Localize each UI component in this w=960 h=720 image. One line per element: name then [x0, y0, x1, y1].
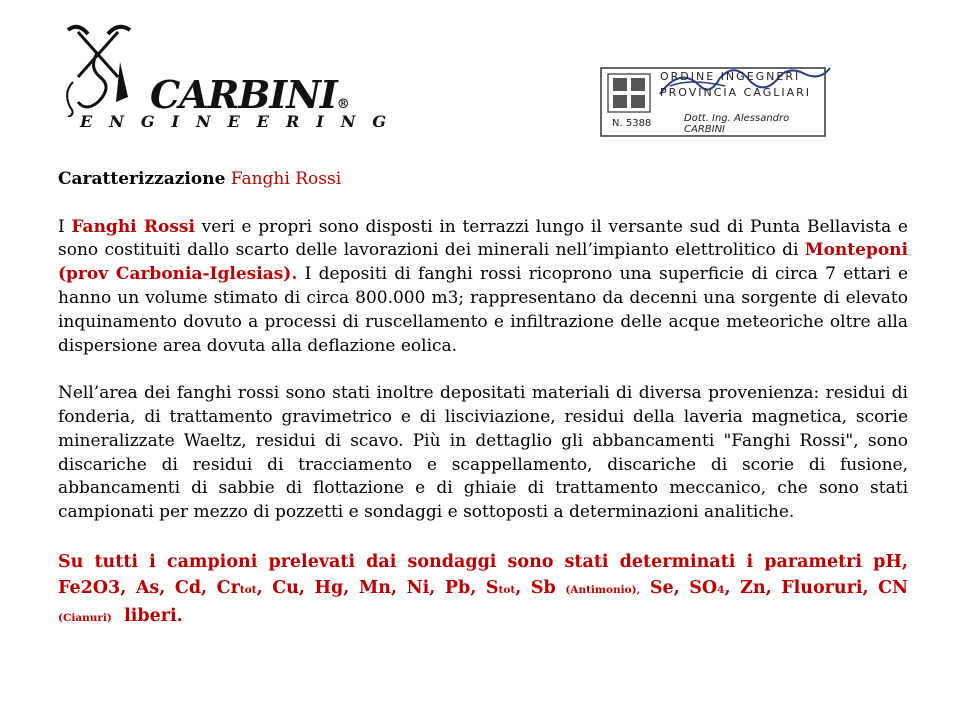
logo-wordmark: CARBINI® [150, 72, 349, 117]
paragraph-1: I Fanghi Rossi veri e propri sono disposti in terrazzi lungo il versante sud di Punta Bellavista e sono costituiti dallo scarto delle lavorazioni dei minerali nell’impianto elettrolitico di Monteponi (prov Carbonia-Iglesias). I depositi di fanghi rossi ricoprono una superficie di circa 7 ettari e hanno un volume stimato di circa 800.000 m3; rappresentano da decenni una sorgente di elevato inquinamento dovuto a processi di ruscellamento e infiltrazione delle acque meteoriche oltre alla dispersione area dovuta alla deflazione eolica. [58, 216, 909, 356]
paragraph-2: Nell’area dei fanghi rossi sono stati inoltre depositati materiali di diversa provenienza: residui di fonderia, di trattamento gravimetrico e di lisciviazione, residui della laveria magnetica, scorie mineralizzate Waeltz, residui di scavo. Più in dettaglio gli abbancamenti "Fanghi Rossi", sono discariche di residui di tracciamento e scappellamento, discariche di scorie di fusione, abbancamenti di sabbie di flottazione e di ghiaie di trattamento meccanico, che sono stati campionati per mezzo di pozzetti e sondaggi e sottoposti a determinazioni analitiche. [58, 383, 908, 523]
miners-tools-icon [58, 22, 148, 117]
engineers-stamp [600, 60, 832, 138]
carbini-logo [58, 22, 404, 134]
stamp-line1: ORDINE INGEGNERI [660, 70, 801, 83]
stamp-line2: PROVINCIA CAGLIARI [660, 86, 812, 99]
stamp-signer: Dott. Ing. Alessandro CARBINI [684, 113, 790, 135]
section-title: Caratterizzazione Fanghi Rossi [58, 169, 342, 189]
stamp-number: N. 5388 [612, 118, 652, 129]
document-body [58, 168, 908, 631]
paragraph-3-parameters: Su tutti i campioni prelevati dai sondaggi sono stati determinati i parametri pH, Fe2O3, As, Cd, Crtot, Cu, Hg, Mn, Ni, Pb, Stot, Sb (Antimonio), Se, SO4, Zn, Fluoruri, CN (Cianuri) liberi. [58, 551, 909, 626]
logo-subtitle: ENGINEERING [80, 112, 404, 131]
